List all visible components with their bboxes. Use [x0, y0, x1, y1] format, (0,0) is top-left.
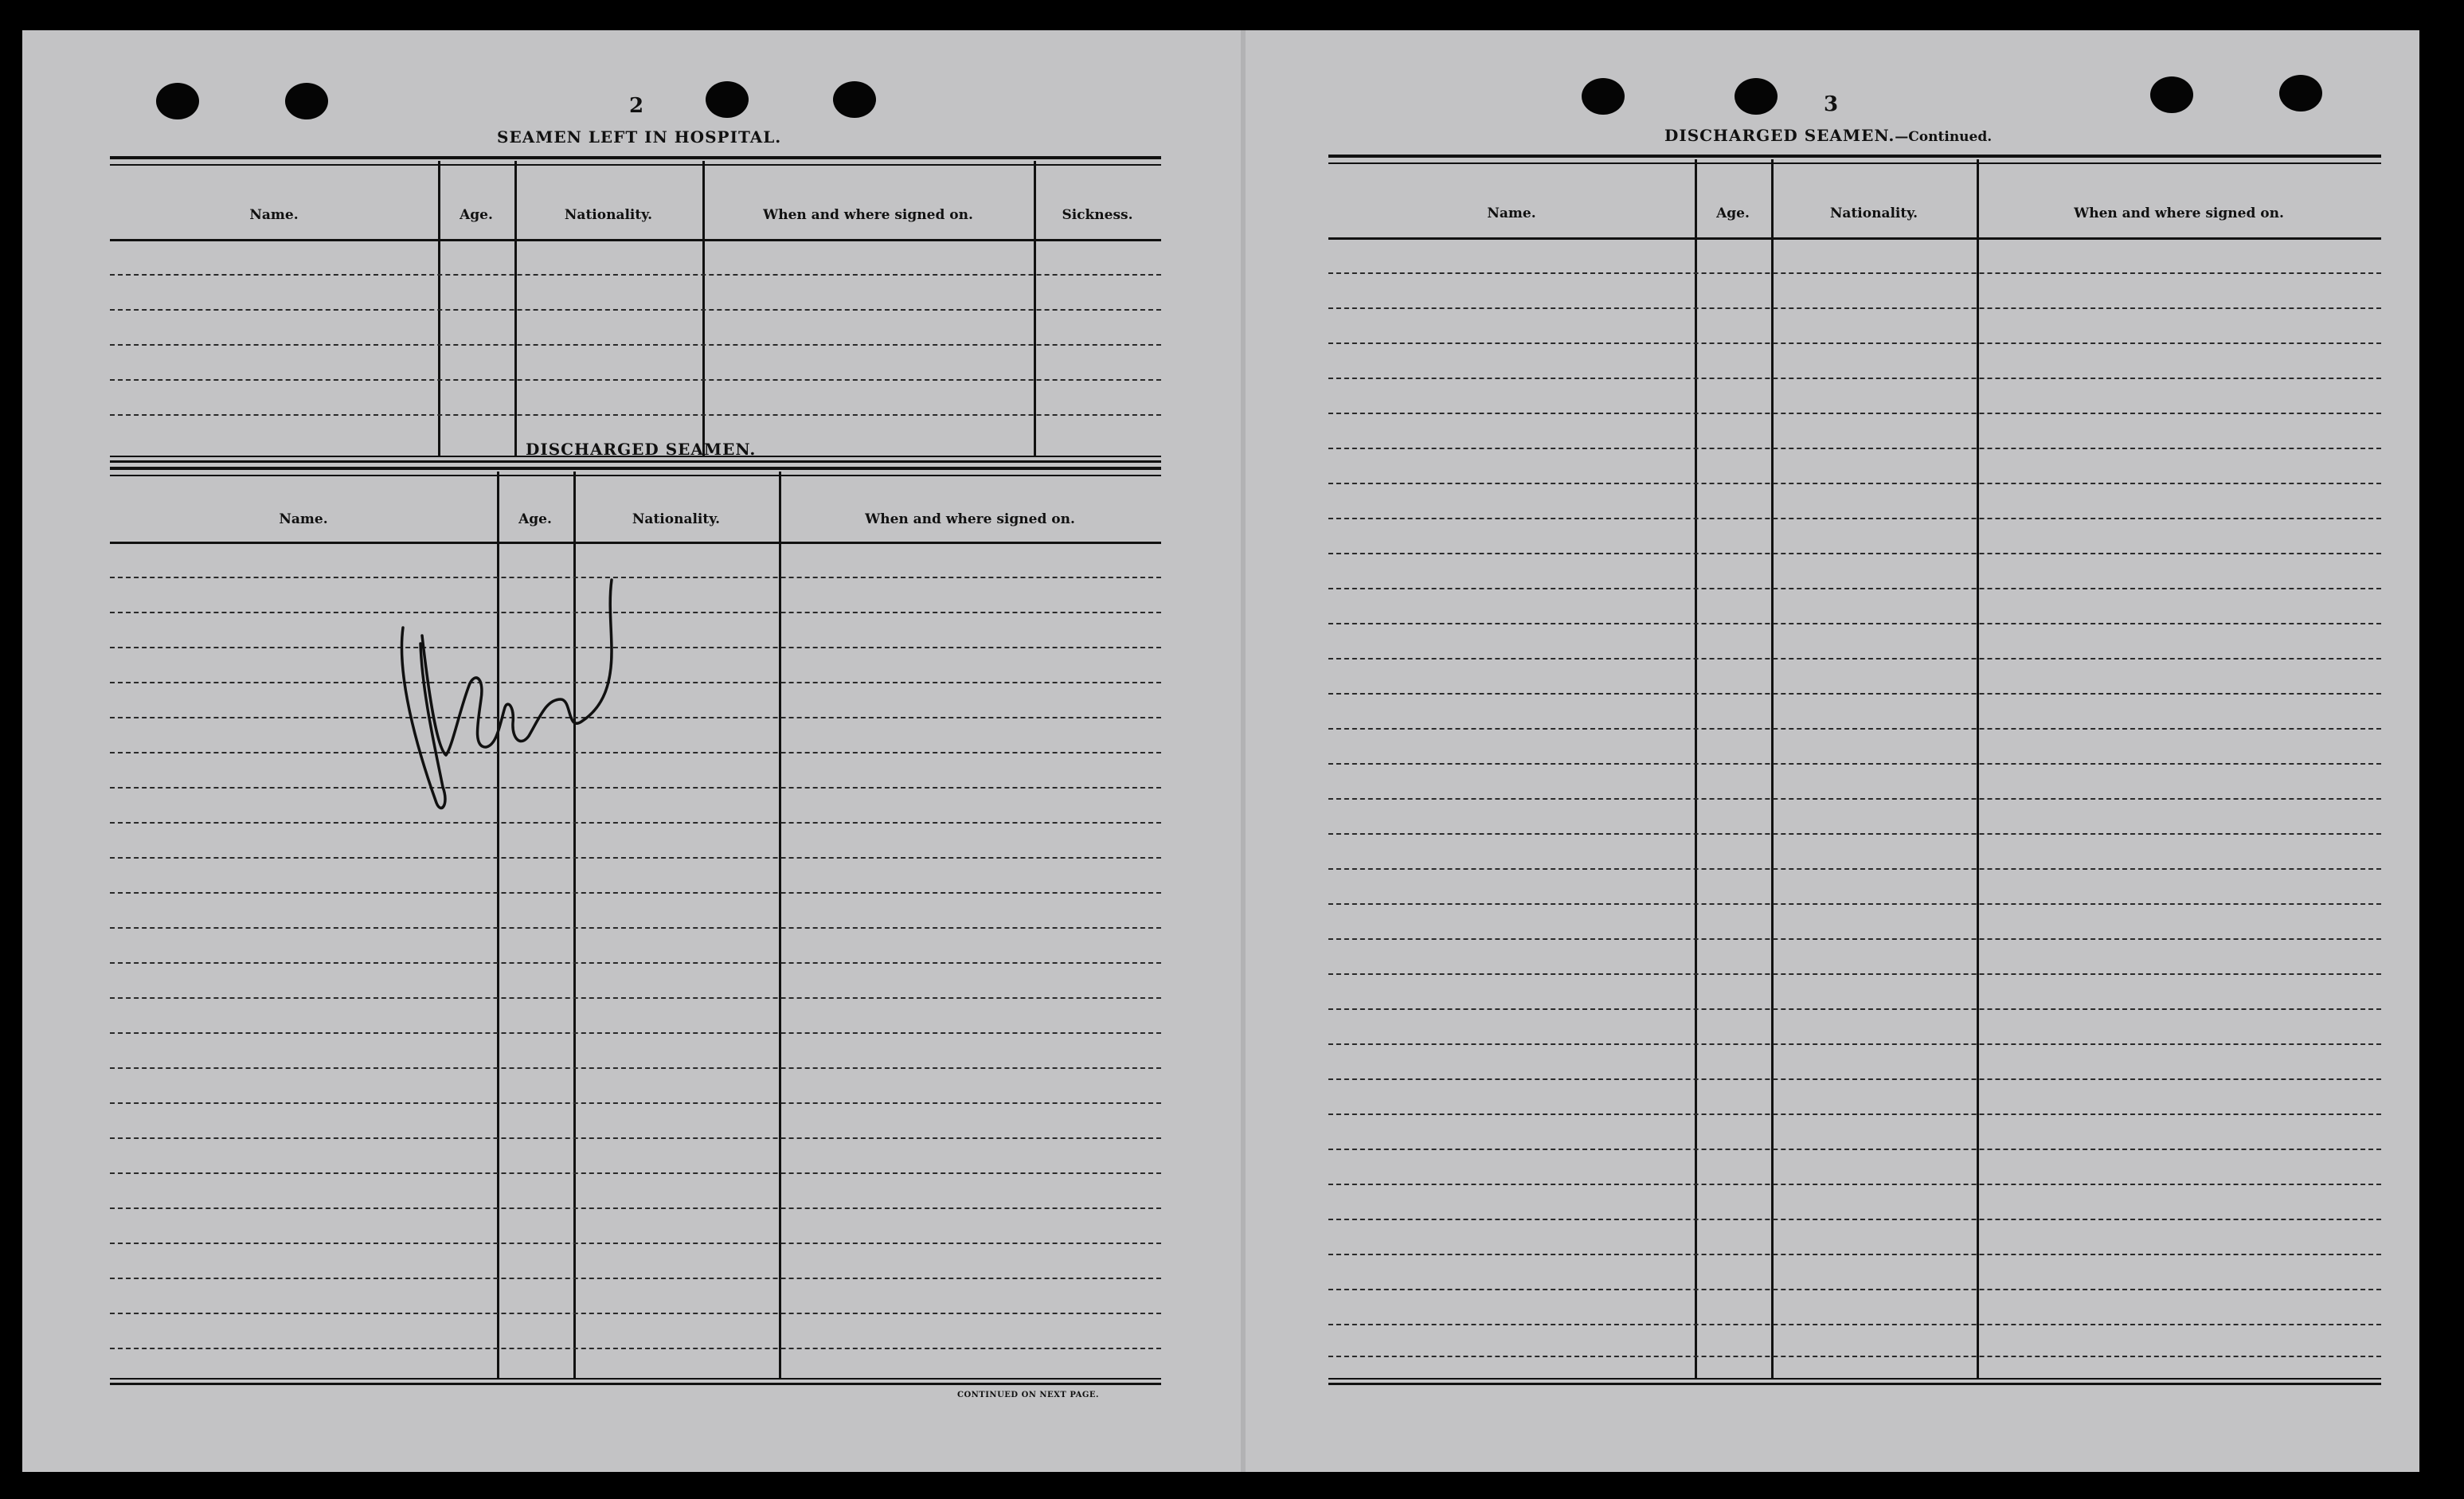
table-row	[110, 577, 1161, 578]
col-header-name: Name.	[1487, 205, 1536, 221]
col-header-nationality: Nationality.	[1829, 205, 1918, 221]
table-header-rule	[110, 239, 1161, 241]
table-row	[1328, 588, 2381, 589]
table-row	[110, 682, 1161, 683]
col-header-when-where: When and where signed on.	[763, 207, 973, 223]
table-row	[110, 1172, 1161, 1174]
table-row	[1328, 483, 2381, 484]
punch-hole	[285, 83, 328, 119]
punch-hole	[1735, 78, 1778, 115]
table-top-rule	[110, 156, 1161, 166]
table-row	[1328, 938, 2381, 940]
table-row	[110, 1137, 1161, 1139]
table-row	[110, 857, 1161, 859]
table-row	[1328, 272, 2381, 274]
page-fold	[1241, 30, 1246, 1472]
table-row	[1328, 448, 2381, 449]
page-number-right: 3	[1824, 92, 1839, 116]
table-row	[1328, 378, 2381, 379]
table-row	[110, 892, 1161, 894]
table-row	[1328, 763, 2381, 765]
discharged-section-title-left: DISCHARGED SEAMEN.	[526, 440, 757, 459]
table-row	[1328, 1184, 2381, 1185]
continued-note: CONTINUED ON NEXT PAGE.	[957, 1391, 1100, 1399]
table-row	[110, 1067, 1161, 1069]
table-row	[1328, 307, 2381, 309]
table-row	[110, 612, 1161, 613]
table-row	[110, 414, 1161, 416]
punch-hole	[833, 81, 876, 118]
table-bottom-rule	[1328, 1378, 2381, 1385]
table-row	[110, 1278, 1161, 1279]
hospital-table	[110, 156, 1161, 459]
table-row	[1328, 728, 2381, 730]
table-row	[1328, 518, 2381, 519]
table-row	[110, 274, 1161, 276]
table-row	[1328, 623, 2381, 624]
table-row	[110, 647, 1161, 648]
discharged-title-text: DISCHARGED SEAMEN.	[1664, 126, 1895, 145]
table-row	[110, 1243, 1161, 1244]
form-sheet	[22, 30, 2419, 1472]
col-header-when-where: When and where signed on.	[865, 511, 1075, 527]
table-row	[1328, 1254, 2381, 1255]
col-header-when-where: When and where signed on.	[2074, 205, 2284, 221]
discharged-title-continued: —Continued.	[1895, 129, 1993, 145]
table-row	[1328, 868, 2381, 870]
table-row	[110, 822, 1161, 824]
punch-hole	[2150, 76, 2193, 113]
col-header-nationality: Nationality.	[632, 511, 721, 527]
handwritten-mark	[373, 508, 628, 827]
col-header-sickness: Sickness.	[1062, 207, 1133, 223]
table-row	[110, 962, 1161, 964]
table-row	[110, 1032, 1161, 1034]
hospital-section-title: SEAMEN LEFT IN HOSPITAL.	[497, 127, 782, 147]
table-row	[1328, 1008, 2381, 1010]
table-row	[1328, 1219, 2381, 1220]
discharged-table-right	[1328, 155, 2381, 1384]
table-row	[1328, 693, 2381, 695]
table-row	[110, 717, 1161, 718]
punch-hole	[156, 83, 199, 119]
table-row	[1328, 973, 2381, 975]
table-row	[110, 309, 1161, 311]
table-row	[110, 1348, 1161, 1349]
table-row	[110, 752, 1161, 753]
table-bottom-rule	[110, 1378, 1161, 1385]
table-row	[1328, 1289, 2381, 1290]
table-top-rule	[110, 467, 1161, 476]
table-row	[110, 997, 1161, 999]
table-header-rule	[1328, 237, 2381, 240]
page-number-left: 2	[629, 94, 644, 118]
discharged-section-title-right	[1664, 126, 1992, 145]
table-row	[110, 1313, 1161, 1314]
table-row	[110, 787, 1161, 789]
col-header-age: Age.	[518, 511, 552, 527]
table-row	[1328, 658, 2381, 659]
table-row	[1328, 553, 2381, 554]
table-top-rule	[1328, 155, 2381, 164]
table-row	[1328, 1043, 2381, 1045]
table-row	[1328, 1324, 2381, 1325]
col-header-name: Name.	[249, 207, 299, 223]
table-header-rule	[110, 542, 1161, 544]
col-header-age: Age.	[1716, 205, 1750, 221]
punch-hole	[706, 81, 749, 118]
col-header-age: Age.	[460, 207, 493, 223]
col-header-nationality: Nationality.	[564, 207, 653, 223]
table-row	[1328, 1149, 2381, 1150]
table-row	[110, 379, 1161, 381]
table-row	[110, 927, 1161, 929]
table-row	[1328, 1356, 2381, 1357]
table-row	[1328, 833, 2381, 835]
punch-hole	[1582, 78, 1625, 115]
table-row	[1328, 798, 2381, 800]
table-row	[1328, 342, 2381, 344]
table-row	[110, 344, 1161, 346]
table-row	[110, 1102, 1161, 1104]
discharged-table-left	[110, 467, 1161, 1384]
table-row	[1328, 413, 2381, 414]
col-header-name: Name.	[279, 511, 328, 527]
table-row	[1328, 1078, 2381, 1080]
table-row	[1328, 1113, 2381, 1115]
punch-hole	[2279, 75, 2322, 112]
table-row	[1328, 903, 2381, 905]
table-row	[110, 1207, 1161, 1209]
